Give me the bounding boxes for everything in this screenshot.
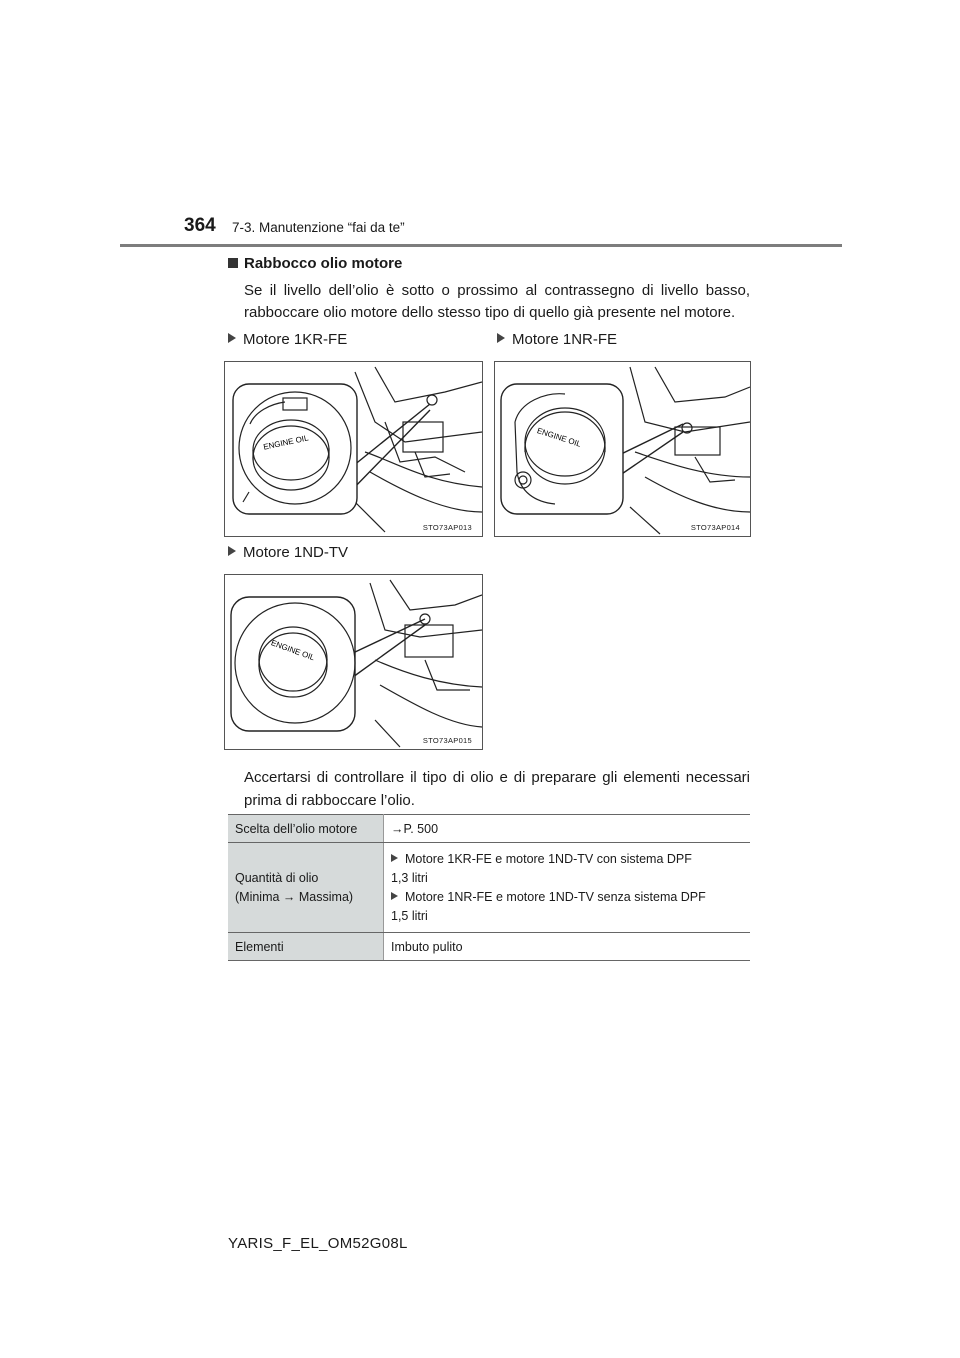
figure-code: STO73AP015: [422, 736, 472, 745]
triangle-bullet-icon: [228, 333, 236, 343]
engine-oil-cap-illustration: [495, 362, 750, 536]
chapter-title: 7-3. Manutenzione “fai da te”: [232, 220, 405, 235]
row-label-line: Quantità di olio: [235, 870, 319, 885]
table-row: [228, 815, 750, 843]
figure-1nr-fe: [494, 361, 751, 537]
triangle-bullet-icon: [391, 854, 398, 862]
row-label: Scelta dell’olio motore: [228, 815, 384, 843]
engine-oil-cap-text: ENGINE OIL: [262, 433, 310, 452]
square-bullet-icon: [228, 258, 238, 268]
engine-oil-cap-illustration: [225, 575, 482, 749]
header-divider: [120, 244, 842, 247]
engine-variant: Motore 1KR-FE e motore 1ND-TV con sistema DPF: [391, 850, 743, 869]
row-value: →P. 500: [384, 815, 751, 843]
row-value: Imbuto pulito: [384, 933, 751, 961]
table-row: [228, 843, 750, 933]
figure-1nd-tv: [224, 574, 483, 750]
oil-spec-table: [228, 814, 750, 961]
figure-label-1nr: Motore 1NR-FE: [497, 331, 617, 348]
engine-oil-cap-text: ENGINE OIL: [269, 638, 316, 663]
figure-code: STO73AP014: [690, 523, 740, 532]
row-label: [228, 843, 384, 933]
oil-amount: 1,3 litri: [391, 870, 428, 885]
intro-paragraph: Se il livello dell’olio è sotto o prossimo al contrassegno di livello basso, rabboccare olio motore dello stesso tipo di quello già presente nel motore.: [244, 282, 750, 321]
row-label: Elementi: [228, 933, 384, 961]
row-value: [384, 843, 751, 933]
figure-code: STO73AP013: [422, 523, 472, 532]
section-title: [228, 255, 402, 272]
document-code: YARIS_F_EL_OM52G08L: [228, 1235, 408, 1252]
triangle-bullet-icon: [391, 892, 398, 900]
triangle-bullet-icon: [497, 333, 505, 343]
note-paragraph: Accertarsi di controllare il tipo di olio e di preparare gli elementi necessari prima di rabboccare l’olio.: [244, 769, 750, 809]
figure-1kr-fe: [224, 361, 483, 537]
engine-variant: Motore 1NR-FE e motore 1ND-TV senza sistema DPF: [391, 888, 743, 907]
section-title-text: Rabbocco olio motore: [244, 255, 403, 272]
table-row: [228, 933, 750, 961]
engine-oil-cap-illustration: [225, 362, 482, 536]
figure-label-1nd: Motore 1ND-TV: [228, 544, 348, 561]
row-label-line: (Minima → Massima): [235, 889, 354, 904]
engine-oil-cap-text: ENGINE OIL: [535, 426, 583, 449]
oil-amount: 1,5 litri: [391, 908, 428, 923]
figure-label-1kr: Motore 1KR-FE: [228, 331, 347, 348]
triangle-bullet-icon: [228, 546, 236, 556]
page-number: 364: [184, 215, 216, 236]
